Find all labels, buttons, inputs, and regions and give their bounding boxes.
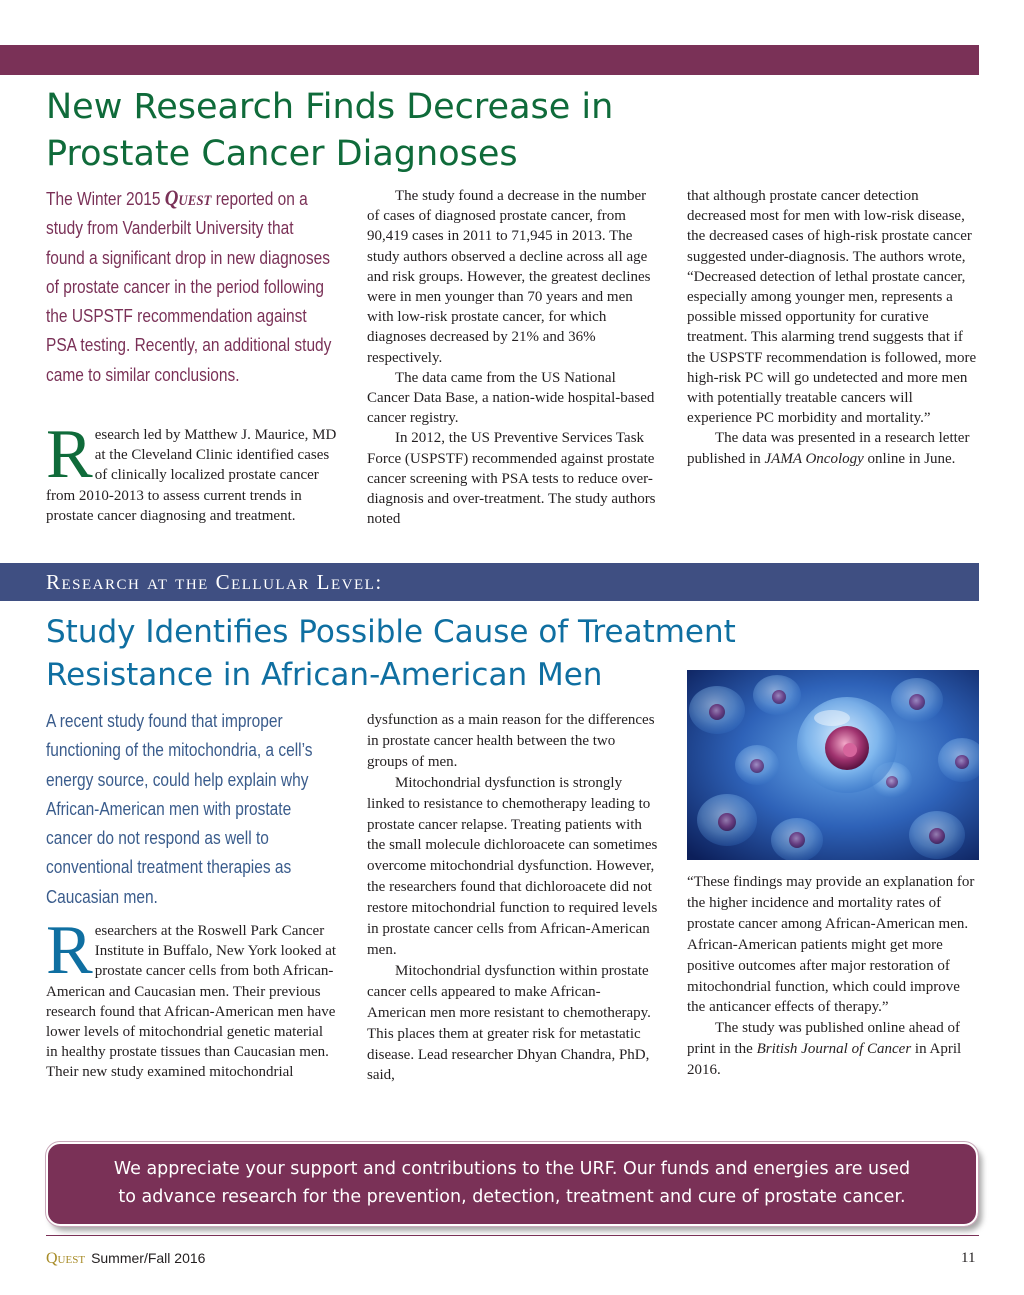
article2-col3-p2 bbox=[687, 1018, 979, 1081]
drop-cap: R bbox=[46, 912, 93, 989]
top-color-bar bbox=[0, 45, 979, 75]
article1-col2-p1: The study found a decrease in the number of cases of diagnosed prostate cancer, from 90,419 cases in 2011 to 71,945 in 2013. The study authors observed a decline across all age and risk groups. However, the greatest declines were in men younger than 70 years and men with low-risk prostate cancer, for which diagnoses decreased by 21% and 36% respectively. bbox=[367, 188, 651, 366]
intro-text-pre: The Winter 2015 bbox=[46, 189, 165, 209]
article1-title bbox=[46, 84, 946, 178]
article1-column1 bbox=[46, 416, 338, 526]
article1-column2 bbox=[367, 186, 659, 529]
article1-col2-p3: In 2012, the US Preventive Services Task Force (USPSTF) recommended against prostate cancer screening with PSA tests to reduce over-diagnosis and over-treatment. The study authors noted bbox=[367, 430, 656, 528]
quest-inline-logo: Quest bbox=[164, 185, 212, 210]
article1-col3-p2 bbox=[687, 428, 979, 468]
footer-rule bbox=[46, 1235, 979, 1236]
article2-title-line2: Resistance in African-American Men bbox=[46, 657, 603, 693]
article1-column3 bbox=[687, 186, 979, 469]
issue-label: Summer/Fall 2016 bbox=[91, 1250, 206, 1266]
page-number: 11 bbox=[961, 1250, 976, 1266]
article2-col2-p3: Mitochondrial dysfunction within prostate cancer cells appeared to make African-American men more resistant to chemotherapy. This places them at greater risk for metastatic disease. Lead researcher Dhyan Chandra, PhD, said, bbox=[367, 962, 651, 1084]
cell-illustration-image bbox=[687, 670, 979, 860]
article1-col3-p1: that although prostate cancer detection decreased most for men with low-risk disease, the decreased cases of high-risk prostate cancer suggested under-diagnosis. The authors wrote, “Decreased detection of lethal prostate cancer, especially among younger men, represents a possible missed opportunity for curative treatment. This alarming trend suggests that if the USPSTF recommendation is followed, more high-risk PC will go undetected and more men with potentially treatable cancers will experience PC morbidity and mortality.” bbox=[687, 188, 977, 427]
journal-name: British Journal of Cancer bbox=[756, 1041, 912, 1058]
article2-column2 bbox=[367, 710, 659, 1086]
article2-intro: A recent study found that improper functioning of the mitochondria, a cell’s energy source, could help explain why African-American men with prostate cancer do not respond as well to conventional treatment therapies as Caucasian men. bbox=[46, 711, 313, 907]
section-band bbox=[0, 563, 979, 601]
footer-issue bbox=[46, 1250, 205, 1268]
journal-name: JAMA Oncology bbox=[764, 450, 864, 467]
article1-intro bbox=[46, 183, 335, 390]
article2-column3 bbox=[687, 872, 979, 1081]
support-banner bbox=[46, 1142, 978, 1226]
col3-p2-post: online in June. bbox=[863, 450, 956, 467]
article1-title-line1: New Research Finds Decrease in bbox=[46, 87, 614, 127]
article1-col2-p2: The data came from the US National Cancer Data Base, a nation-wide hospital-based cancer registry. bbox=[367, 369, 655, 427]
article2-col3-p1: “These findings may provide an explanation for the higher incidence and mortality rates of prostate cancer among African-American men. African-American patients might get more positive outcomes after major restoration of mitochondrial function, which could improve the anticancer effects of therapy.” bbox=[687, 874, 975, 1016]
article2-title-line1: Study Identifies Possible Cause of Treatment bbox=[46, 614, 736, 650]
article2-col2-p2: Mitochondrial dysfunction is strongly linked to resistance to chemotherapy leading to prostate cancer relapse. Treating patients with the small molecule dichloroacete can sometimes overcome mitochondrial dysfunction. However, the researchers found that dichloroacete did not restore mitochondrial function to required levels in prostate cancer cells from African-American men. bbox=[367, 774, 658, 958]
article1-title-line2: Prostate Cancer Diagnoses bbox=[46, 134, 518, 174]
col3-p2-post: in April 2016. bbox=[687, 1041, 962, 1079]
article2-column1 bbox=[46, 912, 338, 1083]
banner-line1: We appreciate your support and contributions to the URF. Our funds and energies are used bbox=[113, 1159, 911, 1179]
quest-footer-logo: Quest bbox=[46, 1250, 86, 1267]
cell-illustration bbox=[687, 670, 979, 860]
col3-p2-pre: The data was presented in a research letter published in bbox=[687, 430, 970, 467]
col3-p2-pre: The study was published online ahead of print in the bbox=[687, 1020, 960, 1058]
banner-line2: to advance research for the prevention, detection, treatment and cure of prostate cancer. bbox=[118, 1187, 906, 1207]
article2-col1-text: esearchers at the Roswell Park Cancer Institute in Buffalo, New York looked at prostate cancer cells from both African-American and Caucasian men. Their previous research found that African-American men have lower levels of mitochondrial genetic material in healthy prostate tissues than Caucasian men. Their new study examined mitochondrial bbox=[46, 923, 337, 1081]
section-band-label: Research at the Cellular Level: bbox=[46, 570, 383, 594]
article1-col1-text: esearch led by Matthew J. Maurice, MD at the Cleveland Clinic identified cases of clinically localized prostate cancer from 2010-2013 to assess current trends in prostate cancer diagnosing and treatment. bbox=[46, 427, 337, 524]
intro-text-post: reported on a study from Vanderbilt University that found a significant drop in new diagnoses of prostate cancer in the period following the USPSTF recommendation against PSA testing. Recently, an additional study came to similar conclusions. bbox=[46, 189, 332, 385]
drop-cap: R bbox=[46, 416, 93, 493]
article2-col2-p1: dysfunction as a main reason for the differences in prostate cancer health between the two groups of men. bbox=[367, 712, 655, 770]
